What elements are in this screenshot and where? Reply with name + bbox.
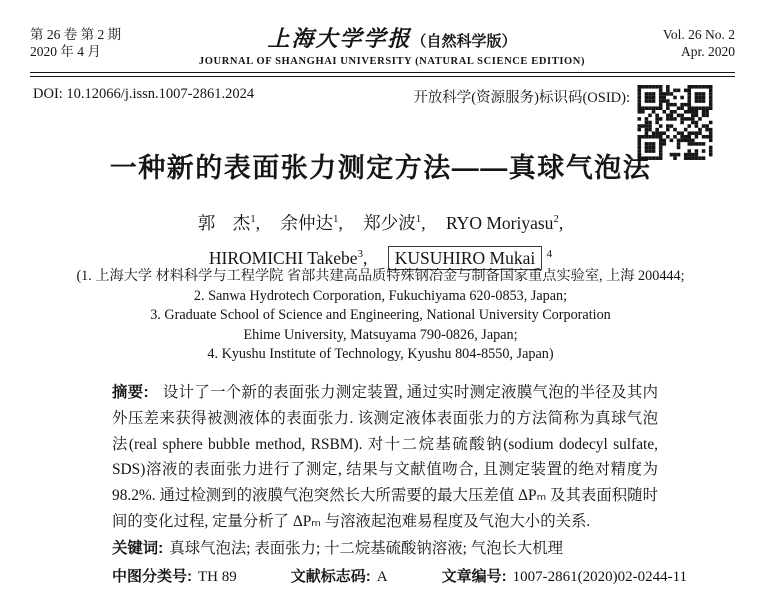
author-separator: , (363, 247, 368, 268)
author (446, 213, 563, 233)
affiliation-line: 2. Sanwa Hydrotech Corporation, Fukuchiyama 620-0853, Japan; (193, 287, 568, 304)
date-cn: 2020 年 4 月 (30, 44, 101, 59)
journal-title-cn-line (121, 22, 663, 53)
osid-label: 开放科学(资源服务)标识码(OSID): (413, 90, 630, 106)
author-superscript: 3 (357, 247, 363, 260)
journal-title-cn: 上海大学学报 (267, 26, 412, 51)
abstract-paragraph (112, 380, 658, 535)
header-center (121, 22, 663, 67)
keywords-line (112, 536, 658, 562)
author-name: 余仲达 (280, 212, 333, 233)
author-superscript: 1 (332, 213, 339, 225)
keywords-label: 关键词: (112, 539, 164, 557)
journal-header (30, 26, 735, 67)
meta-row (33, 86, 630, 107)
author-separator: , (421, 212, 426, 233)
author-separator: , (255, 212, 261, 233)
doi-text: DOI: 10.12066/j.issn.1007-2861.2024 (33, 86, 255, 102)
volume-issue-en: Vol. 26 No. 2 (662, 27, 735, 42)
affiliations-block (0, 267, 761, 365)
abstract-label: 摘要: (112, 384, 149, 401)
journal-title-suffix: （自然科学版） (411, 34, 517, 50)
keywords-text: 真球气泡法; 表面张力; 十二烷基硫酸钠溶液; 气泡长大机理 (169, 539, 564, 557)
journal-title-en: JOURNAL OF SHANGHAI UNIVERSITY (NATURAL SCIENCE EDITION) (198, 56, 586, 67)
volume-issue-cn: 第 26 卷 第 2 期 (30, 27, 122, 42)
author-superscript: 2 (553, 213, 559, 225)
author (209, 248, 368, 268)
author-name: RYO Moriyasu (445, 212, 554, 233)
author (388, 248, 552, 268)
author-name: 郑少波 (363, 212, 416, 233)
clc-value: TH 89 (198, 568, 237, 585)
affiliation-line: Ehime University, Matsuyama 790-0826, Japan; (243, 326, 518, 343)
document-code-value: A (376, 568, 388, 585)
affiliation-line: 3. Graduate School of Science and Engineering, National University Corporation (150, 307, 611, 324)
author-name: HIROMICHI Takebe (208, 247, 358, 268)
authors-line-1 (0, 204, 761, 239)
document-code (291, 564, 388, 590)
author-separator: , (338, 212, 343, 233)
article-id-label: 文章编号: (441, 567, 507, 585)
document-code-label: 文献标志码: (290, 567, 371, 585)
abstract-text: 设计了一个新的表面张力测定装置, 通过实时测定液膜气泡的半径及其内外压差来获得被测液体的表面张力. 该测定液体表面张力的方法简称为真球气泡法(real sphere bubble method, RSBM). 对十二烷基硫酸钠(sodium dodecyl sulfate, SDS)溶液的表面张力进行了测定, 结果与文献值吻合, 且测定装置的绝对精度为98.2%. 通过检测到的液膜气泡突然长大所需要的最大压差值 ΔPₘ 及其表面积随时间的变化过程, 定量分析了 ΔPₘ 与溶液起泡难易程度及气泡大小的关系. (112, 384, 658, 530)
author-superscript: 4 (546, 247, 553, 260)
header-right (663, 26, 735, 60)
article-id-value: 1007-2861(2020)02-0244-11 (512, 568, 688, 585)
header-double-rule (30, 72, 735, 77)
author-name-boxed: KUSUHIRO Mukai (388, 246, 543, 270)
author (363, 213, 425, 233)
affiliation-line: 4. Kyushu Institute of Technology, Kyushu 804-8550, Japan) (207, 346, 554, 363)
article-title: 一种新的表面张力测定方法——真球气泡法 (109, 153, 652, 183)
authors-block (0, 204, 761, 274)
affiliation-line: (1. 上海大学 材料科学与工程学院 省部共建高品质特殊钢冶金与制备国家重点实验室, 上海 200444; (76, 268, 685, 284)
author-name: 郭 杰 (197, 212, 251, 233)
classification-line (112, 564, 688, 590)
article-id (442, 564, 687, 590)
author (280, 213, 342, 233)
author-superscript: 1 (250, 213, 256, 225)
header-left (30, 26, 121, 60)
author-superscript: 1 (415, 213, 422, 225)
author-separator: , (558, 212, 564, 233)
date-en: Apr. 2020 (681, 44, 735, 59)
author (198, 213, 260, 233)
abstract-block (112, 380, 688, 590)
clc-label: 中图分类号: (112, 567, 192, 585)
clc-number (112, 564, 237, 590)
